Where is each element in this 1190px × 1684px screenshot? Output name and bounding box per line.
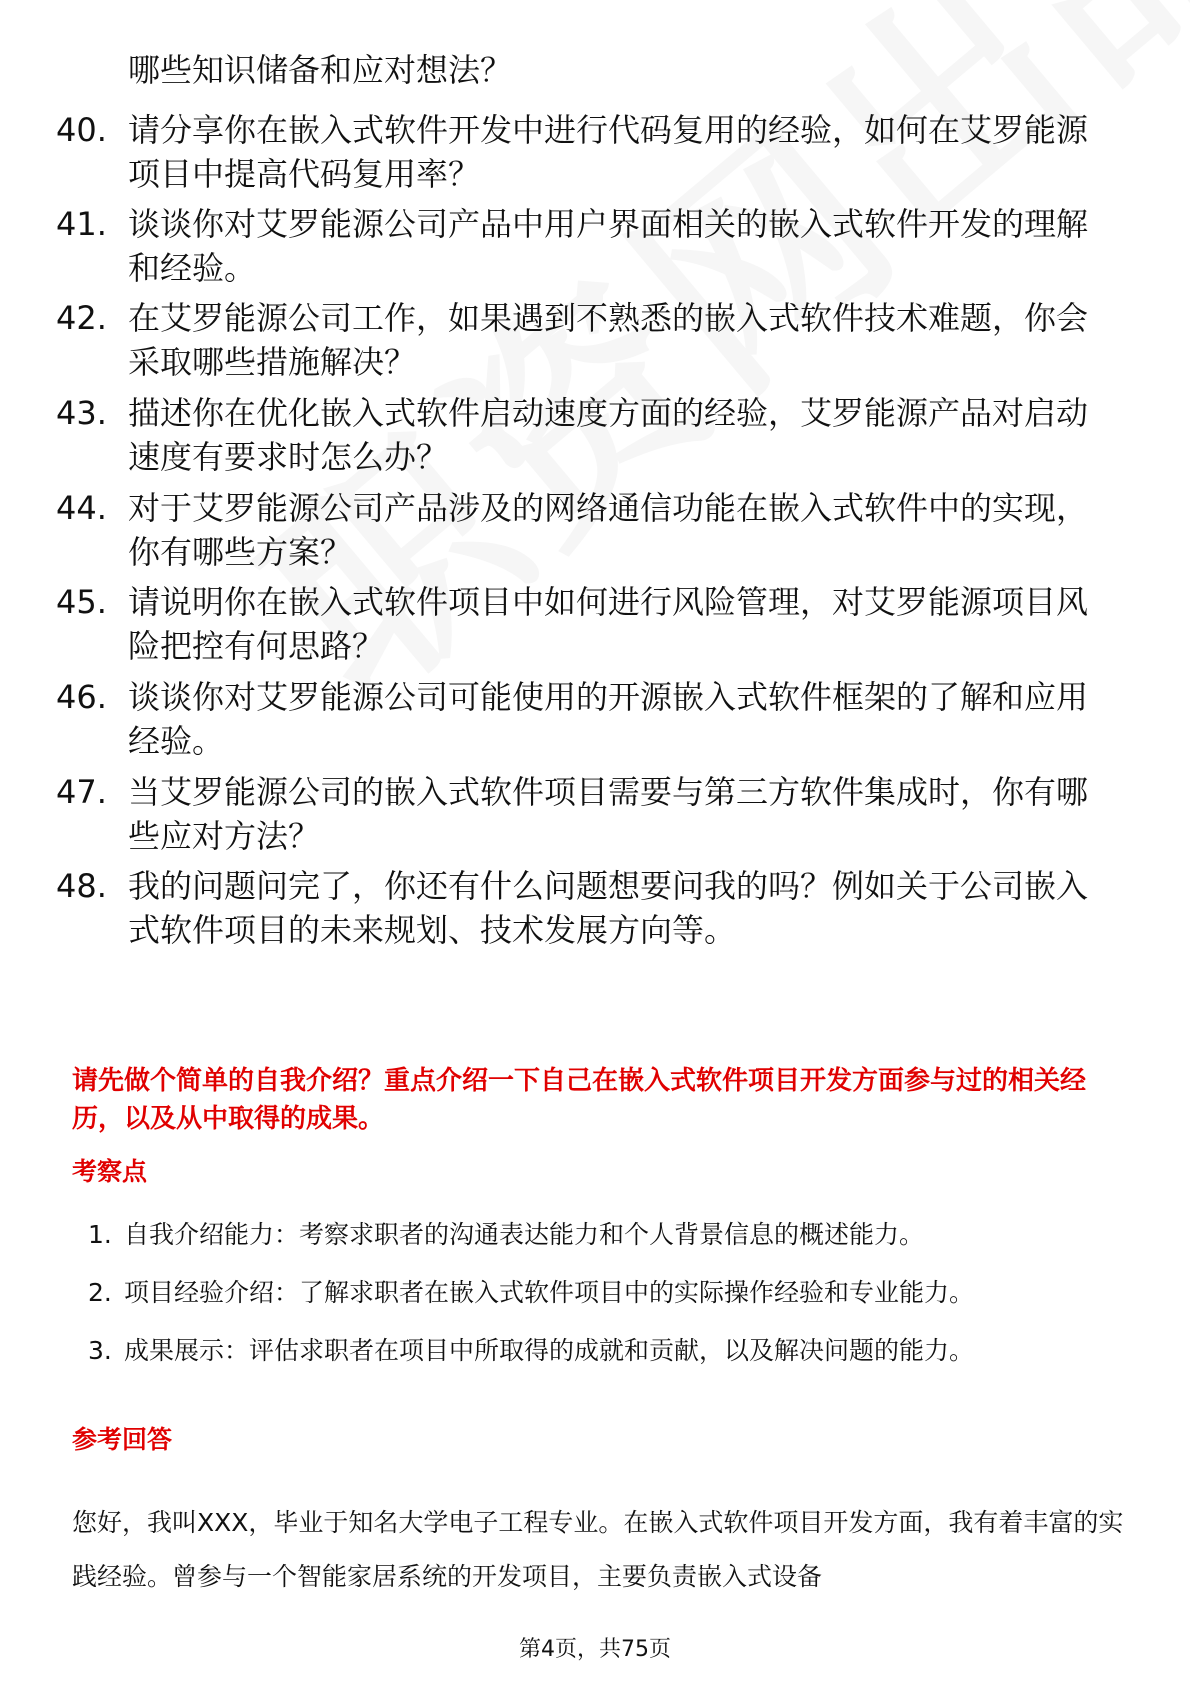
answer-text: 您好，我叫XXX，毕业于知名大学电子工程专业。在嵌入式软件项目开发方面，我有着丰富的实践经验。曾参与一个智能家居系统的开发项目，主要负责嵌入式设备 xyxy=(72,1508,1124,1591)
question-text: 当艾罗能源公司的嵌入式软件项目需要与第三方软件集成时，你有哪些应对方法？ xyxy=(128,773,1089,855)
point-number: 3. xyxy=(88,1336,112,1365)
highlight-question: 请先做个简单的自我介绍？重点介绍一下自己在嵌入式软件项目开发方面参与过的相关经历，以及从中取得的成果。 xyxy=(72,1066,1087,1134)
question-number: 46. xyxy=(56,678,107,716)
question-text: 在艾罗能源公司工作，如果遇到不熟悉的嵌入式软件技术难题，你会采取哪些措施解决？ xyxy=(128,299,1089,381)
continued-question-text: 哪些知识储备和应对想法？ xyxy=(128,51,513,89)
question-number: 42. xyxy=(56,299,107,337)
question-text: 我的问题问完了，你还有什么问题想要问我的吗？例如关于公司嵌入式软件项目的未来规划、技术发展方向等。 xyxy=(128,867,1089,949)
question-number: 40. xyxy=(56,111,107,149)
point-text: 自我介绍能力：考察求职者的沟通表达能力和个人背景信息的概述能力。 xyxy=(124,1220,925,1249)
question-text: 请说明你在嵌入式软件项目中如何进行风险管理，对艾罗能源项目风险把控有何思路？ xyxy=(128,583,1089,665)
question-number: 43. xyxy=(56,394,107,432)
question-text: 描述你在优化嵌入式软件启动速度方面的经验，艾罗能源产品对启动速度有要求时怎么办？ xyxy=(128,394,1089,476)
question-text: 谈谈你对艾罗能源公司可能使用的开源嵌入式软件框架的了解和应用经验。 xyxy=(128,678,1089,760)
question-number: 47. xyxy=(56,773,107,811)
question-number: 48. xyxy=(56,867,107,905)
question-text: 对于艾罗能源公司产品涉及的网络通信功能在嵌入式软件中的实现，你有哪些方案？ xyxy=(128,489,1089,571)
point-text: 成果展示：评估求职者在项目中所取得的成就和贡献，以及解决问题的能力。 xyxy=(124,1336,975,1365)
point-number: 2. xyxy=(88,1278,112,1307)
question-text: 谈谈你对艾罗能源公司产品中用户界面相关的嵌入式软件开发的理解和经验。 xyxy=(128,205,1089,287)
question-text: 请分享你在嵌入式软件开发中进行代码复用的经验，如何在艾罗能源项目中提高代码复用率？ xyxy=(128,111,1089,193)
points-heading: 考察点 xyxy=(72,1157,148,1186)
page-footer: 第4页，共75页 xyxy=(519,1637,671,1662)
question-number: 45. xyxy=(56,583,107,621)
point-number: 1. xyxy=(88,1220,112,1249)
question-number: 44. xyxy=(56,489,107,527)
point-text: 项目经验介绍：了解求职者在嵌入式软件项目中的实际操作经验和专业能力。 xyxy=(124,1278,975,1307)
answer-heading: 参考回答 xyxy=(72,1425,173,1454)
question-number: 41. xyxy=(56,205,107,243)
